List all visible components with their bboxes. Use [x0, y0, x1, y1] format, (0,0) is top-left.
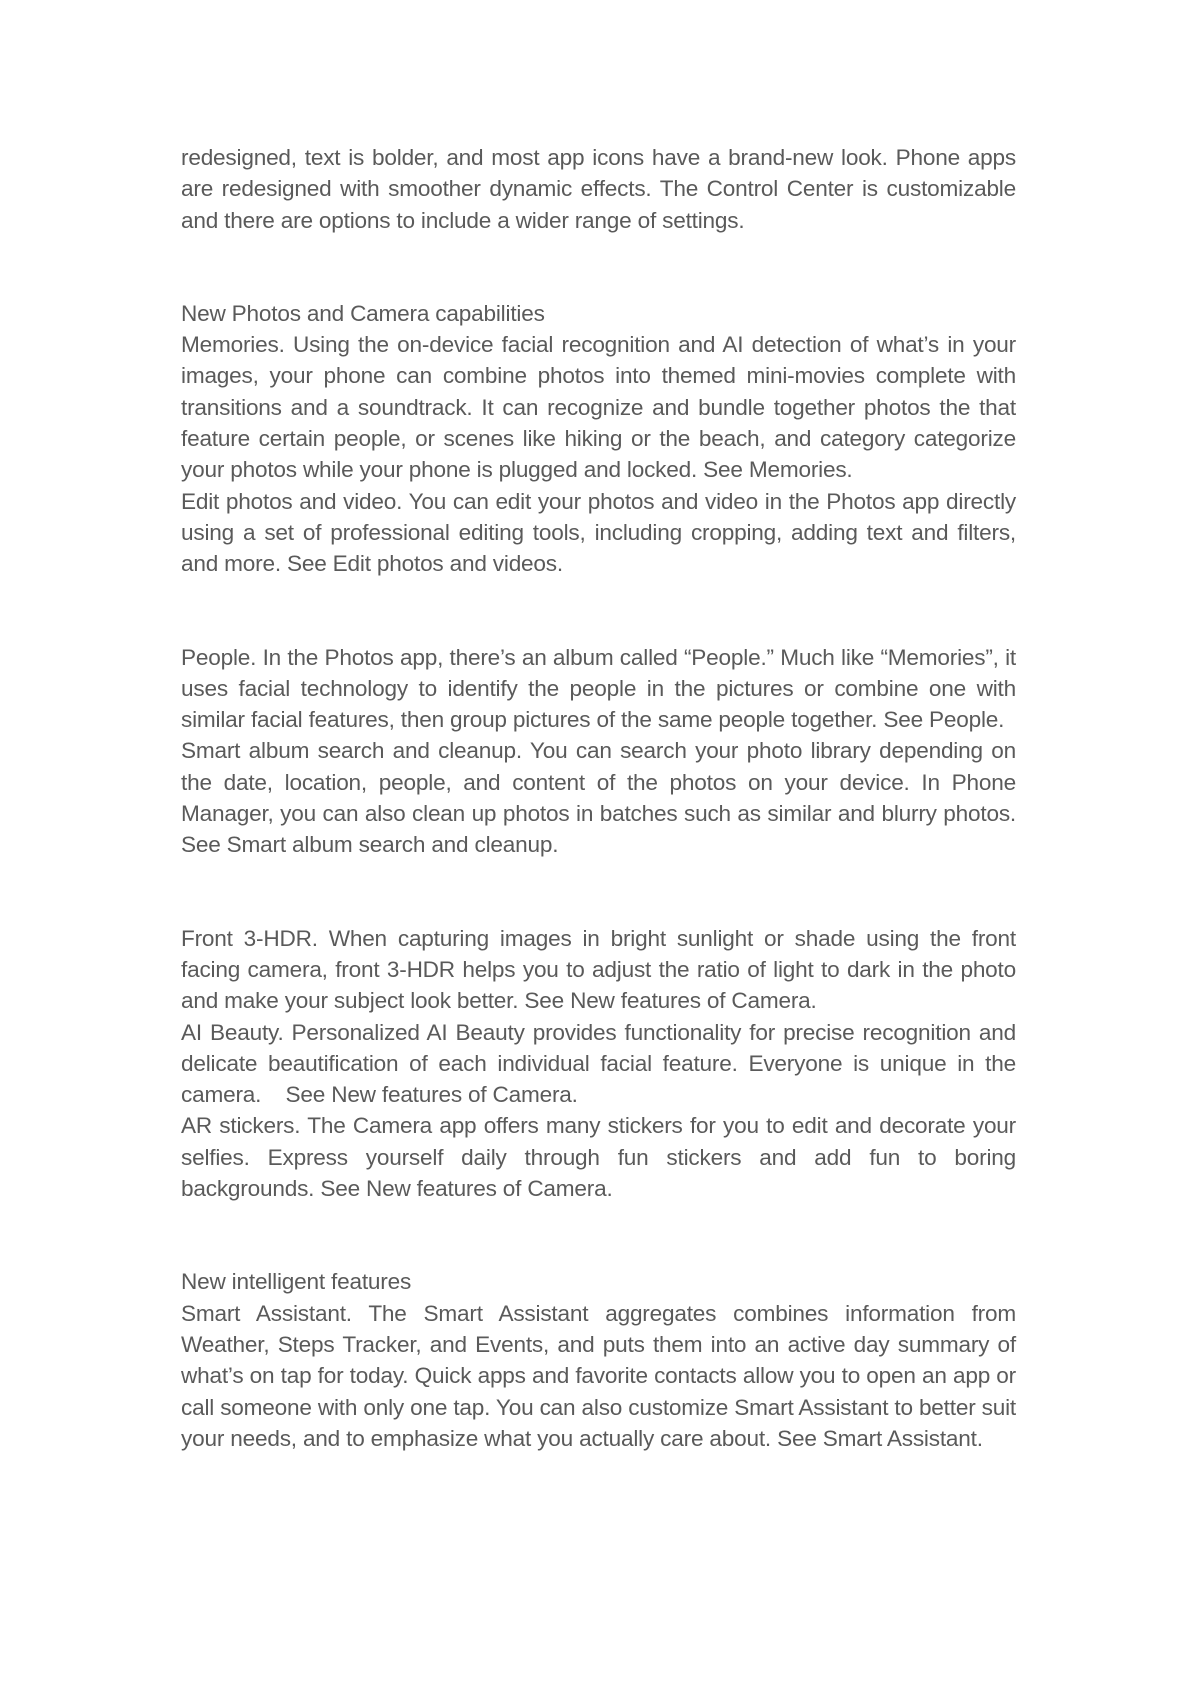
intelligent-features-heading: New intelligent features: [181, 1269, 412, 1295]
section-spacer: [181, 580, 1016, 642]
front-hdr-paragraph: Front 3-HDR. When capturing images in bright sunlight or shade using the front facing camera, front 3-HDR helps you to adjust the ratio of light to dark in the photo and make your subject look better. See New features of Camera.: [181, 925, 1016, 1014]
smart-album-paragraph: Smart album search and cleanup. You can search your photo library depending on the date, location, people, and content of the photos on your device. In Phone Manager, you can also clean up photos in batches such as similar and blurry photos. See Smart album search and cleanup.: [181, 738, 1016, 858]
photos-camera-heading: New Photos and Camera capabilities: [181, 300, 545, 326]
document-page: [181, 142, 1023, 1454]
smart-assistant-paragraph: Smart Assistant. The Smart Assistant aggregates combines information from Weather, Steps Tracker, and Events, and puts them into an active day summary of what’s on tap for today. Quick apps and favorite contacts allow you to open an app or call someone with only one tap. You can also customize Smart Assistant to better suit your needs, and to emphasize what you actually care about. See Smart Assistant.: [181, 1300, 1016, 1451]
section-spacer: [181, 1204, 1016, 1266]
section-spacer: [181, 861, 1016, 923]
intro-paragraph: redesigned, text is bolder, and most app icons have a brand-new look. Phone apps are redesigned with smoother dynamic effects. The Control Center is customizable and there are options to include a wider range of settings.: [181, 145, 1016, 233]
edit-photos-paragraph: Edit photos and video. You can edit your photos and video in the Photos app directly using a set of professional editing tools, including cropping, adding text and filters, and more. See Edit photos and videos.: [181, 488, 1016, 577]
memories-paragraph: Memories. Using the on-device facial recognition and AI detection of what’s in your images, your phone can combine photos into themed mini-movies complete with transitions and a soundtrack. It can recognize and bundle together photos the that feature certain people, or scenes like hiking or the beach, and category categorize your photos while your phone is plugged and locked. See Memories.: [181, 332, 1016, 483]
people-paragraph: People. In the Photos app, there’s an album called “People.” Much like “Memories”, it uses facial technology to identify the people in the pictures or combine one with similar facial features, then group pictures of the same people together. See People.: [181, 644, 1016, 733]
section-spacer: [181, 236, 1016, 298]
ar-stickers-paragraph: AR stickers. The Camera app offers many stickers for you to edit and decorate your selfies. Express yourself daily through fun stickers and add fun to boring backgrounds. See New features of Camera.: [181, 1113, 1016, 1202]
ai-beauty-paragraph: AI Beauty. Personalized AI Beauty provides functionality for precise recognition and delicate beautification of each individual facial feature. Everyone is unique in the camera. See New features of Camera.: [181, 1019, 1023, 1108]
